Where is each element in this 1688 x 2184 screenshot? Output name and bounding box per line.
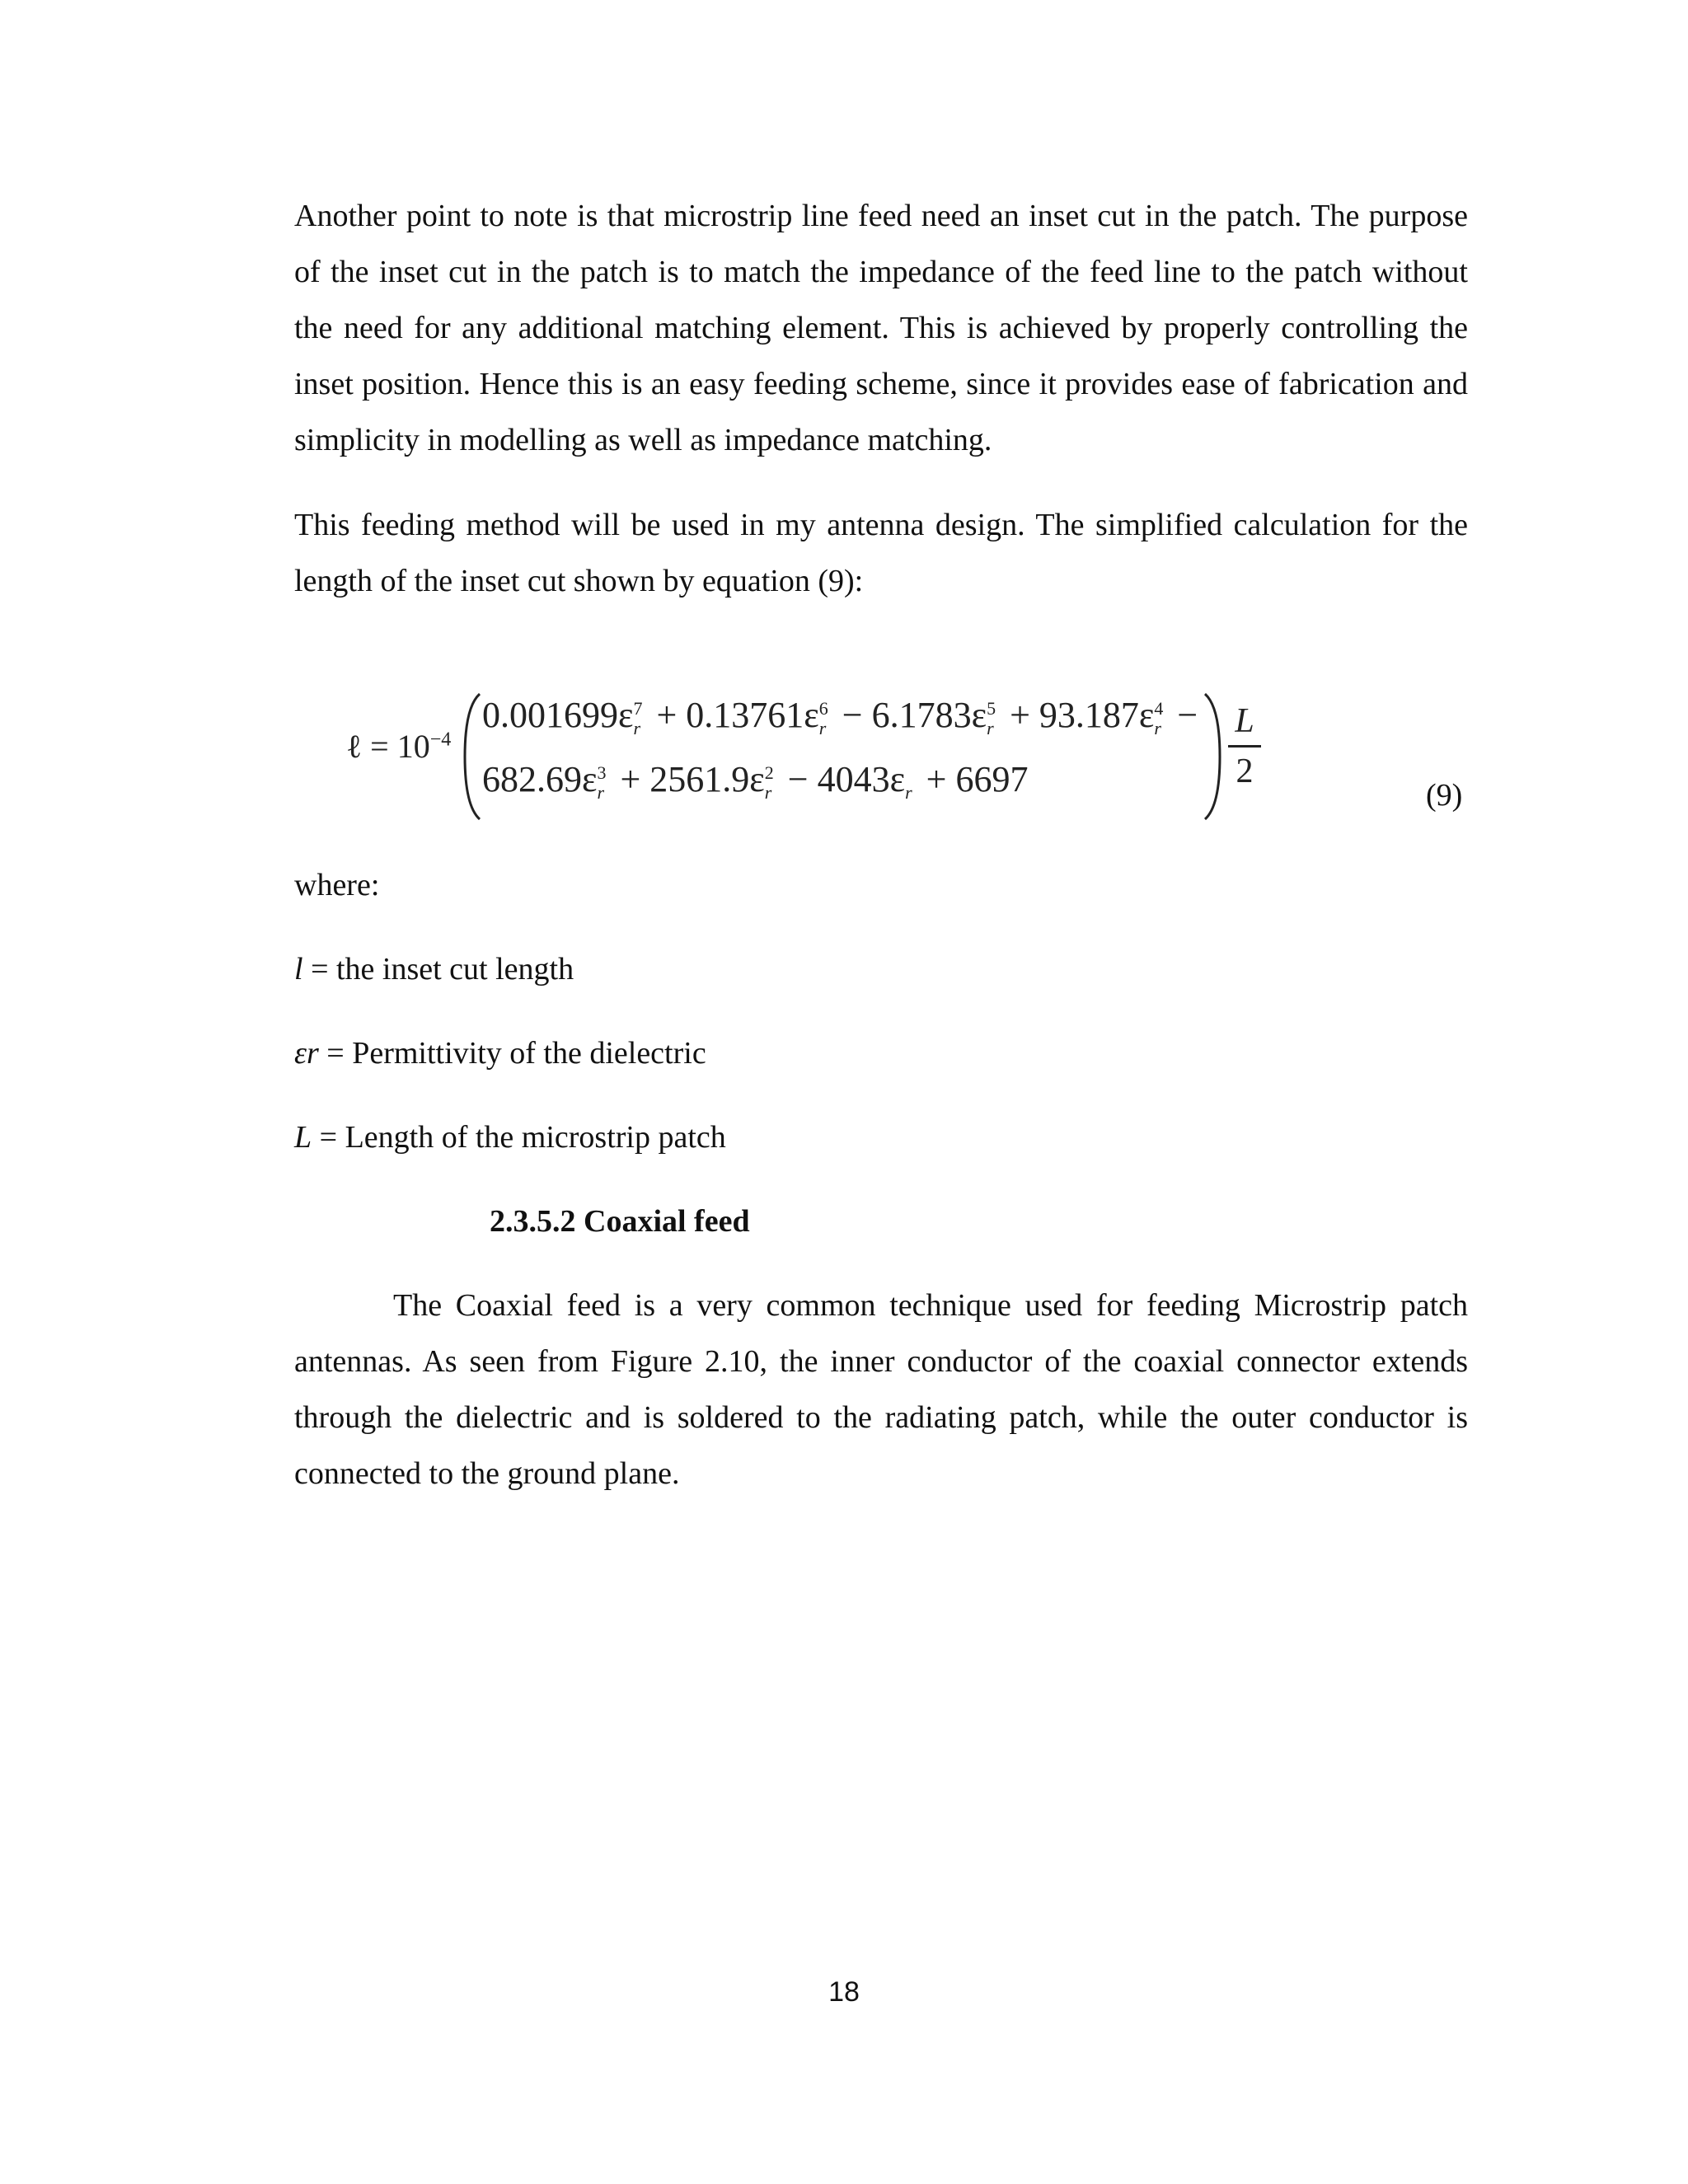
fraction-bar [1228, 745, 1261, 748]
equation-9 [346, 691, 1278, 823]
equation-lhs-exponent: −4 [429, 729, 452, 751]
equation-fraction [1228, 701, 1261, 792]
definition-epsilon-r [294, 1025, 706, 1081]
equation-tail: − [1168, 695, 1198, 735]
definition-L [294, 1109, 726, 1165]
definition-symbol: εr [294, 1036, 319, 1071]
section-heading: 2.3.5.2 Coaxial feed [490, 1204, 750, 1239]
equation-row-2 [482, 758, 1028, 803]
where-label: where: [294, 868, 380, 902]
equation-term: 682.69ε 3 r [482, 759, 607, 803]
page-number: 18 [828, 1976, 860, 2008]
definition-l [294, 941, 574, 997]
definition-symbol: l [294, 952, 303, 987]
equation-term: + 93.187ε 4 r [1001, 695, 1164, 738]
equation-number: (9) [1426, 778, 1463, 813]
equation-term: + 0.13761ε 6 r [647, 695, 828, 738]
definition-text: = Permittivity of the dielectric [318, 1036, 706, 1071]
equation-term: + 2561.9ε 2 r [611, 759, 774, 803]
equation-row-1 [482, 694, 1198, 738]
paragraph-inset-cut: Another point to note is that microstrip line feed need an inset cut in the patch. The purpose of the inset cut in the patch is to match the impedance of the feed line to the patch without the need for any additional matching element. This is achieved by properly controlling the inset position. Hence this is an easy feeding scheme, since it provides ease of fabrication and simplicity in modelling as well as impedance matching. [294, 199, 1468, 457]
equation-lhs-base: ℓ = 10 [346, 728, 430, 765]
definition-text: = Length of the microstrip patch [312, 1120, 726, 1155]
equation-term: − 4043ε r [778, 759, 912, 803]
equation-tail: + 6697 [917, 759, 1029, 799]
right-paren-icon [1203, 691, 1223, 823]
definition-text: = the inset cut length [302, 952, 574, 987]
fraction-denominator: 2 [1236, 752, 1254, 790]
equation-term: − 6.1783ε 5 r [832, 695, 996, 738]
definition-symbol: L [294, 1120, 312, 1155]
paragraph-coaxial-feed-text: The Coaxial feed is a very common technique used for feeding Microstrip patch antennas. As seen from Figure 2.10, the inner conductor of the coaxial connector extends through the dielectric and is soldered to the radiating patch, while the outer conductor is connected to the ground plane. [294, 1288, 1468, 1491]
paragraph-feeding-method: This feeding method will be used in my antenna design. The simplified calculation for the length of the inset cut shown by equation (9): [294, 508, 1468, 598]
paragraph-coaxial-feed [294, 1277, 1468, 1502]
left-paren-icon [462, 691, 481, 823]
equation-term: 0.001699ε 7 r [482, 695, 643, 738]
equation-lhs [346, 727, 451, 766]
fraction-numerator: L [1235, 702, 1254, 740]
